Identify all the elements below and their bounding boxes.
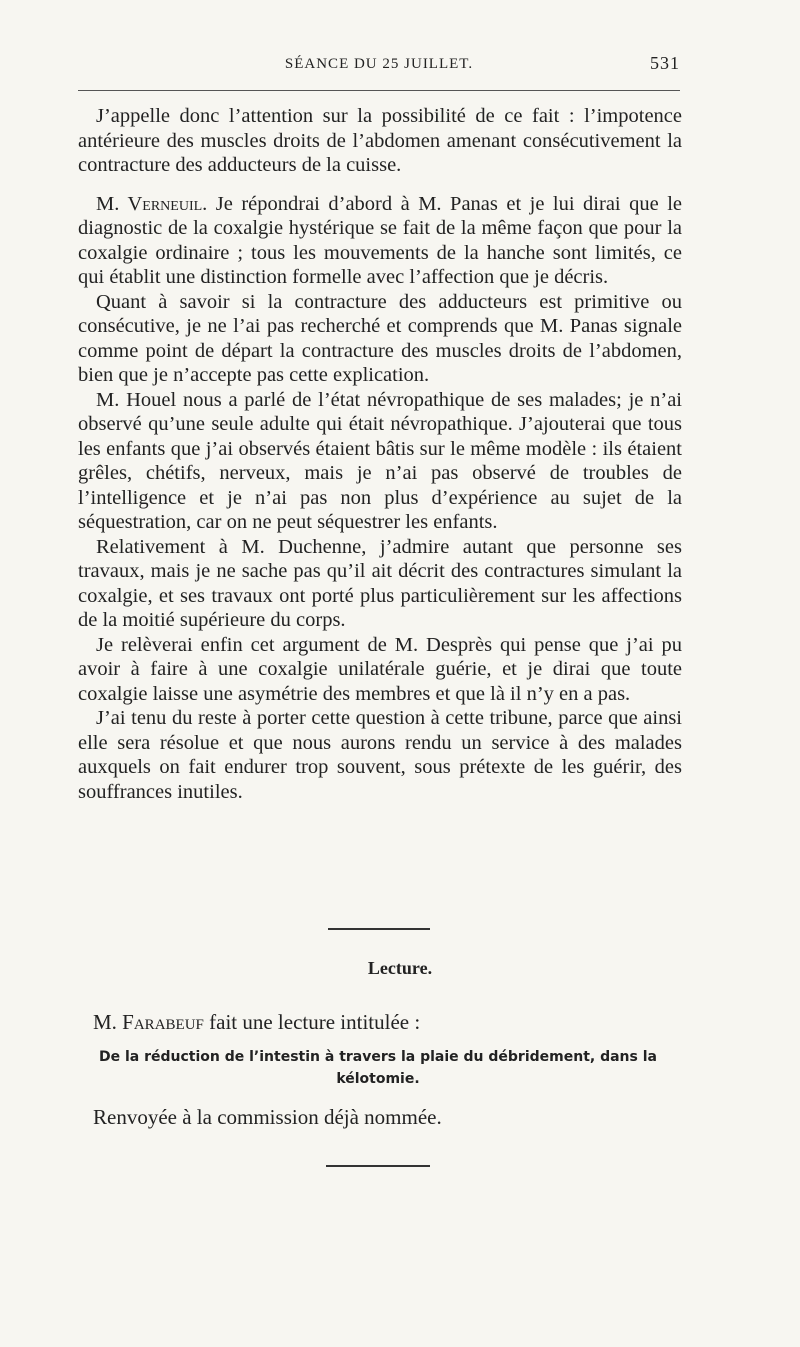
- page-number: 531: [650, 53, 680, 73]
- paragraph: [78, 388, 682, 535]
- header-title: SÉANCE DU 25 JUILLET.: [284, 56, 474, 72]
- paragraph-text: Je relèverai enfin cet argument de M. Desprès qui pense que j’ai pu avoir à faire à une coxalgie unilatérale guérie, et je dirai que toute coxalgie laisse une asymétrie des membres et que là il n’y en a pas.: [78, 633, 682, 705]
- paragraph-text: J’ai tenu du reste à porter cette question à cette tribune, parce que ainsi elle sera résolue et que nous aurons rendu un service à des malades auxquels on fait endurer trop souvent, sous prétexte de les guérir, des souffrances inutiles.: [78, 707, 682, 803]
- paragraph-text: Quant à savoir si la contracture des adducteurs est primitive ou consécutive, je ne l’ai pas recherché et comprends que M. Panas signale comme point de départ la contracture des muscles droits de l’abdomen, bien que je n’accepte pas cette explication.: [78, 290, 682, 386]
- paragraph: [78, 290, 682, 388]
- reading-text: fait une lecture intitulée :: [203, 1010, 421, 1034]
- paragraph: [78, 633, 682, 707]
- lecture-title: De la réduction de l’intestin à travers la plaie du débridement, dans la kélotomie.: [99, 1049, 657, 1087]
- paragraph: [78, 192, 682, 290]
- divider-rule: [326, 1165, 430, 1167]
- paragraph-text: Je répondrai d’abord à M. Panas et je lui dirai que le diagnostic de la coxalgie hystérique se fait de la même façon que pour la coxalgie ordinaire ; tous les mouvements de la hanche sont limités, ce qui établit une distinction formelle avec l’affection que je décris.: [78, 192, 682, 288]
- body-text: [78, 104, 682, 804]
- reading-line: [93, 1010, 420, 1035]
- section-title: Lecture.: [367, 958, 433, 978]
- paragraph: [78, 104, 682, 178]
- referral-note: Renvoyée à la commission déjà nommée.: [93, 1105, 442, 1129]
- paragraph-text: J’appelle donc l’attention sur la possibilité de ce fait : l’impotence antérieure des muscles droits de l’abdomen amenant consécutivement la contracture des adducteurs de la cuisse.: [78, 105, 682, 176]
- paragraph-text: Relativement à M. Duchenne, j’admire autant que personne ses travaux, mais je ne sache pas qu’il ait décrit des contractures simulant la coxalgie, et ses travaux ont porté plus particulièrement sur les affections de la moitié supérieure du corps.: [78, 535, 682, 631]
- speaker-name: M. Verneuil.: [96, 192, 208, 215]
- paragraph: [78, 535, 682, 633]
- paragraph: [78, 706, 682, 804]
- running-header: [78, 53, 680, 82]
- paragraph-text: M. Houel nous a parlé de l’état névropathique de ses malades; je n’ai observé qu’une seule adulte qui était névropathique. J’ajouterai que tous les enfants que j’ai observés étaient bâtis sur le même modèle : ils étaient grêles, chétifs, nerveux, mais je n’ai pas observé de troubles de l’intelligence et je n’ai pas non plus d’expérience au sujet de la séquestration, car on ne peut séquestrer les enfants.: [78, 388, 682, 533]
- divider-rule: [328, 928, 430, 930]
- header-rule: [78, 90, 680, 91]
- speaker-name: M. Farabeuf: [93, 1010, 204, 1034]
